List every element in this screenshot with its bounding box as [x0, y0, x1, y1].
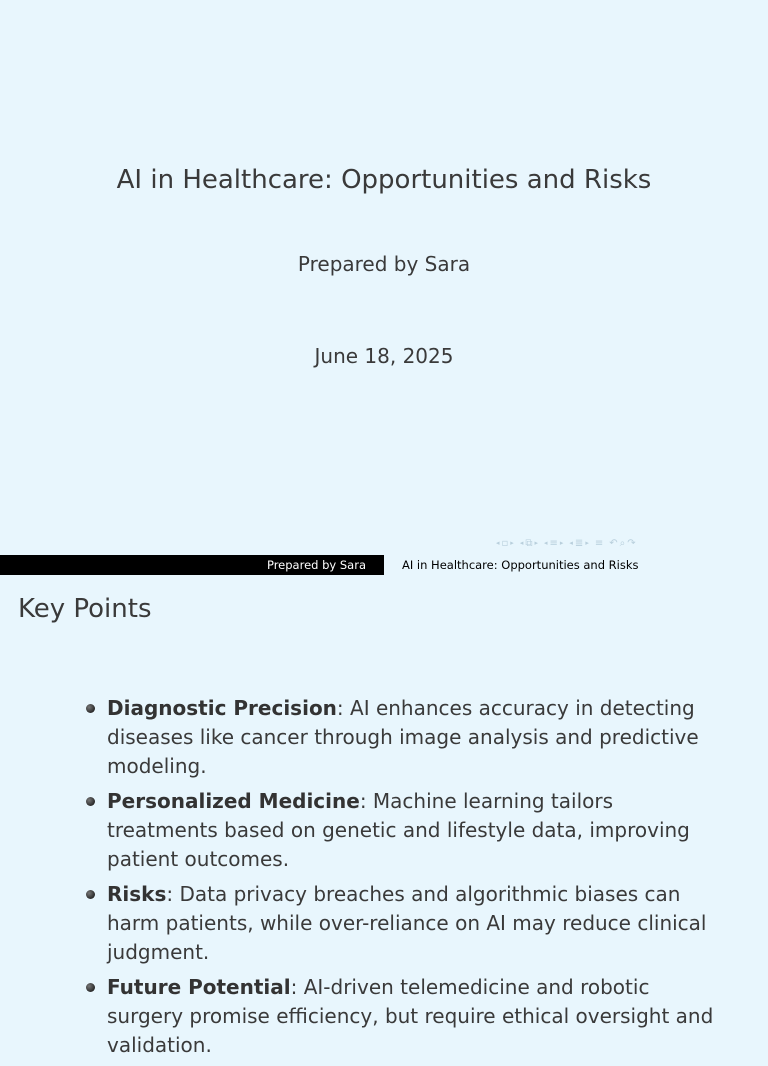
item-text: : AI enhances accuracy in detecting diseases like cancer through image analysis and predictive modeling.	[107, 696, 699, 778]
key-points-list	[86, 694, 726, 1066]
footer-author: Prepared by Sara	[0, 555, 384, 575]
bullet-icon	[86, 797, 95, 806]
item-term: Diagnostic Precision	[107, 696, 337, 720]
key-points-slide	[0, 575, 768, 1057]
nav-frame-icon[interactable]: ◂ ▫ ▸	[496, 537, 514, 549]
nav-subsection-list-icon[interactable]: ◂ ≣ ▸	[569, 537, 589, 549]
frame-title: Key Points	[18, 594, 152, 624]
item-text: : Data privacy breaches and algorithmic biases can harm patients, while over-reliance on AI may reduce clinical judgment.	[107, 882, 707, 964]
item-term: Future Potential	[107, 975, 291, 999]
slide-footer	[0, 555, 768, 575]
list-item	[86, 880, 726, 967]
navigation-bar	[496, 536, 636, 550]
list-item	[86, 694, 726, 781]
presentation-title: AI in Healthcare: Opportunities and Risks	[116, 165, 652, 195]
item-text: : Machine learning tailors treatments based on genetic and lifestyle data, improving patient outcomes.	[107, 789, 690, 871]
item-term: Personalized Medicine	[107, 789, 360, 813]
nav-search-icon[interactable]: ↶ ⌕ ↷	[609, 537, 636, 549]
presentation-date: June 18, 2025	[314, 344, 454, 368]
item-term: Risks	[107, 882, 167, 906]
footer-title: AI in Healthcare: Opportunities and Risks	[384, 555, 768, 575]
list-item	[86, 787, 726, 874]
presentation-author: Prepared by Sara	[297, 252, 471, 276]
item-text: : AI-driven telemedicine and robotic surgery promise efficiency, but require ethical oversight and validation.	[107, 975, 714, 1057]
bullet-icon	[86, 704, 95, 713]
list-item	[86, 973, 726, 1060]
nav-toc-icon[interactable]: ≡	[594, 537, 604, 549]
nav-section-icon[interactable]: ◂ ≡ ▸	[543, 537, 564, 549]
bullet-icon	[86, 890, 95, 899]
nav-subsection-icon[interactable]: ◂ ⧉ ▸	[519, 537, 538, 549]
bullet-icon	[86, 983, 95, 992]
